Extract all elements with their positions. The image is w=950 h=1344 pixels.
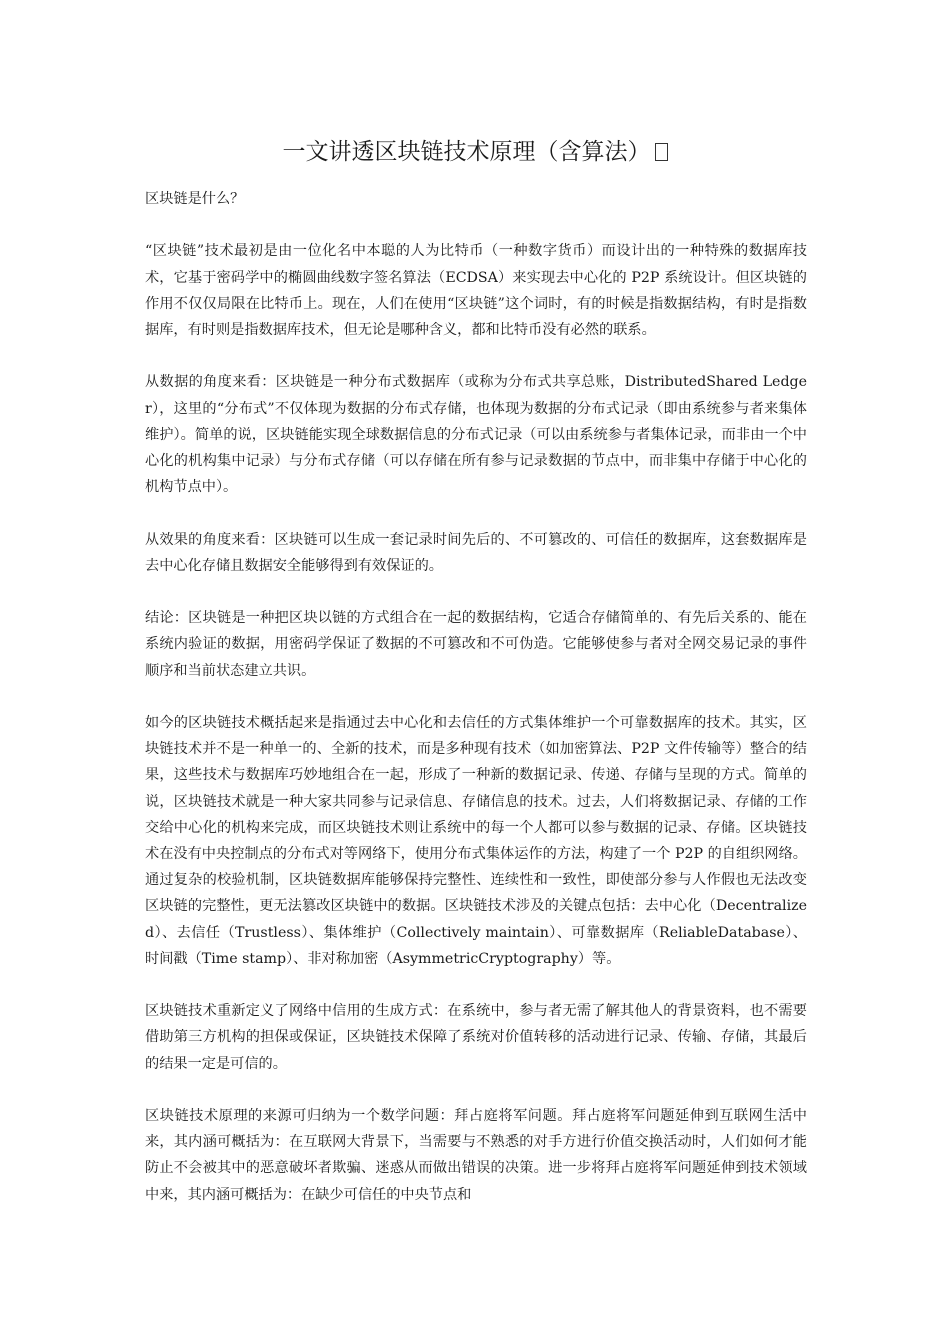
missing-glyph-icon: [655, 143, 668, 161]
paragraph-byzantine-generals: 区块链技术原理的来源可归纳为一个数学问题：拜占庭将军问题。拜占庭将军问题延伸到互联网生活中来，其内涵可概括为：在互联网大背景下，当需要与不熟悉的对手方进行价值交换活动时，人们如何才能防止不会被其中的恶意破坏者欺骗、迷惑从而做出错误的决策。进一步将拜占庭将军问题延伸到技术领域中来，其内涵可概括为：在缺少可信任的中央节点和: [145, 1108, 807, 1203]
paragraph-data-perspective: 从数据的角度来看：区块链是一种分布式数据库（或称为分布式共享总账，DistributedShared Ledger），这里的“分布式”不仅体现为数据的分布式存储，也体现为数据的分布式记录（即由系统参与者来集体维护）。简单的说，区块链能实现全球数据信息的分布式记录（可以由系统参与者集体记录，而非由一个中心化的机构集中记录）与分布式存储（可以存储在所有参与记录数据的节点中，而非集中存储于中心化的机构节点中）。: [145, 374, 807, 496]
paragraph-trust-redefined: 区块链技术重新定义了网络中信用的生成方式：在系统中，参与者无需了解其他人的背景资料，也不需要借助第三方机构的担保或保证，区块链技术保障了系统对价值转移的活动进行记录、传输、存储，其最后的结果一定是可信的。: [145, 1003, 807, 1072]
paragraph-origin: “区块链”技术最初是由一位化名中本聪的人为比特币（一种数字货币）而设计出的一种特殊的数据库技术，它基于密码学中的椭圆曲线数字签名算法（ECDSA）来实现去中心化的 P2P 系统设计。但区块链的作用不仅仅局限在比特币上。现在，人们在使用“区块链”这个词时，有的时候是指数据结构，有时是指数据库，有时则是指数据库技术，但无论是哪种含义，都和比特币没有必然的联系。: [145, 243, 807, 338]
document-title: [0, 134, 950, 170]
paragraph-technology-summary: 如今的区块链技术概括起来是指通过去中心化和去信任的方式集体维护一个可靠数据库的技术。其实，区块链技术并不是一种单一的、全新的技术，而是多种现有技术（如加密算法、P2P 文件传输等）整合的结果，这些技术与数据库巧妙地组合在一起，形成了一种新的数据记录、传递、存储与呈现的方式。简单的说，区块链技术就是一种大家共同参与记录信息、存储信息的技术。过去，人们将数据记录、存储的工作交给中心化的机构来完成，而区块链技术则让系统中的每一个人都可以参与数据的记录、存储。区块链技术在没有中央控制点的分布式对等网络下，使用分布式集体运作的方法，构建了一个 P2P 的自组织网络。通过复杂的校验机制，区块链数据库能够保持完整性、连续性和一致性，即使部分参与人作假也无法改变区块链的完整性，更无法篡改区块链中的数据。区块链技术涉及的关键点包括：去中心化（Decentralized）、去信任（Trustless）、集体维护（Collectively maintain）、可靠数据库（ReliableDatabase）、时间戳（Time stamp）、非对称加密（AsymmetricCryptography）等。: [145, 714, 807, 967]
document-title-text: 一文讲透区块链技术原理（含算法）: [282, 139, 651, 165]
document-body: [145, 186, 807, 1234]
paragraph-effect-perspective: 从效果的角度来看：区块链可以生成一套记录时间先后的、不可篡改的、可信任的数据库，这套数据库是去中心化存储且数据安全能够得到有效保证的。: [145, 531, 807, 574]
paragraph-conclusion: 结论：区块链是一种把区块以链的方式组合在一起的数据结构，它适合存储简单的、有先后关系的、能在系统内验证的数据，用密码学保证了数据的不可篡改和不可伪造。它能够使参与者对全网交易记录的事件顺序和当前状态建立共识。: [145, 610, 807, 679]
section-heading-what-is-blockchain: 区块链是什么？: [145, 191, 245, 207]
